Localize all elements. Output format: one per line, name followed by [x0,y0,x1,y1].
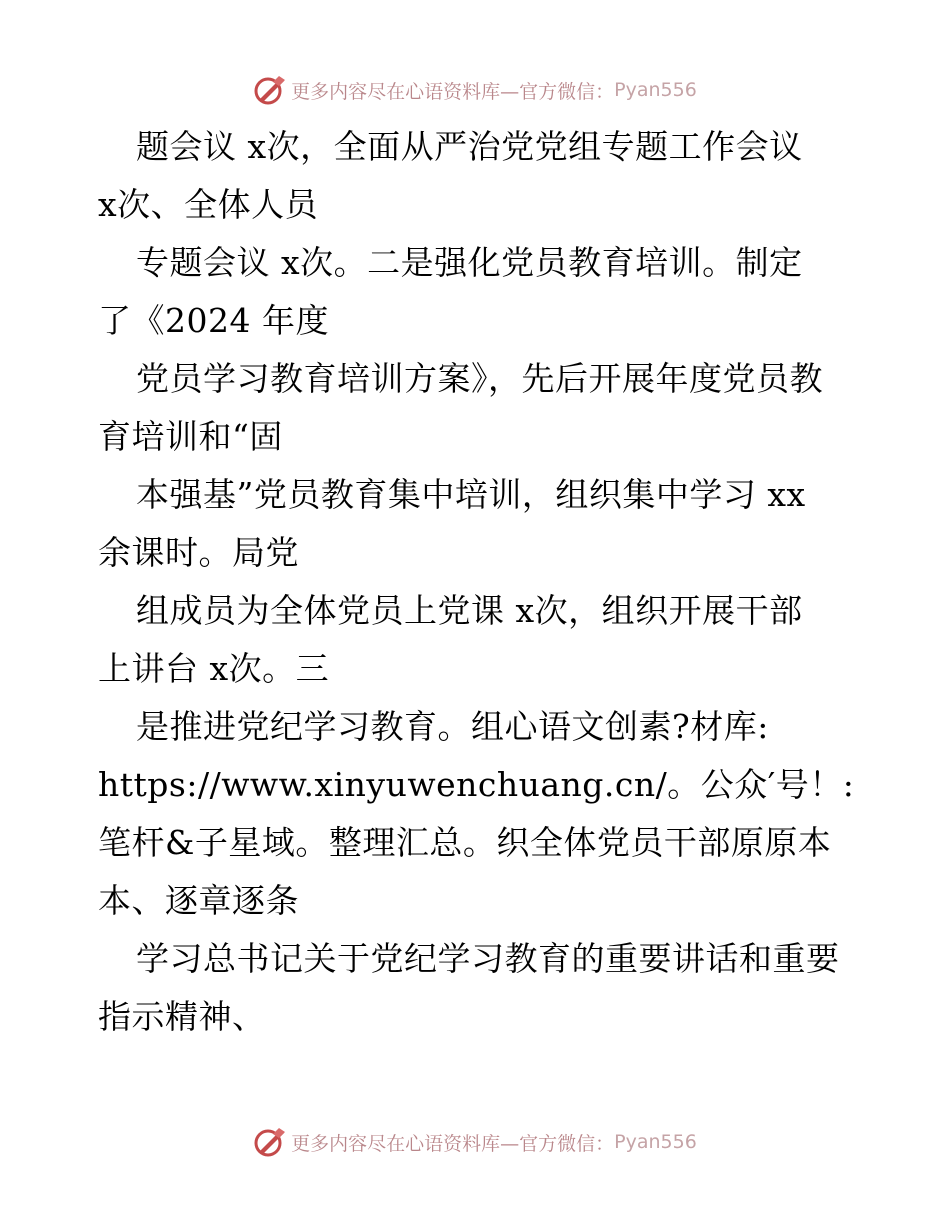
text-line: 党员学习教育培训方案》，先后开展年度党员教 [136,359,823,398]
quill-pen-logo-icon [253,1126,287,1158]
text-line: https://www.xinyuwenchuang.cn/。公众′号！: [98,765,855,804]
text-line: 了《2024 年度 [98,301,329,340]
text-line: x次、全体人员 [98,185,319,224]
watermark-id: Pyan556 [614,1131,697,1153]
document-body [98,118,858,1046]
text-line: 指示精神、 [98,997,266,1036]
text-line: 本强基”党员教育集中培训，组织集中学习 xx [136,475,806,514]
text-line: 专题会议 x次。二是强化党员教育培训。制定 [136,243,803,282]
text-line: 是推进党纪学习教育。组心语文创素?材库: [136,707,769,746]
text-line: 题会议 x次，全面从严治党党组专题工作会议 [136,127,803,166]
text-line: 笔杆&子星域。整理汇总。织全体党员干部原原本 [98,823,832,862]
watermark-id: Pyan556 [614,79,697,101]
text-line: 余课时。局党 [98,533,299,572]
header-watermark [0,74,950,106]
watermark-text: 更多内容尽在心语资料库—官方微信： [291,1132,615,1155]
watermark-text: 更多内容尽在心语资料库—官方微信： [291,80,615,103]
text-line: 学习总书记关于党纪学习教育的重要讲话和重要 [136,939,840,978]
text-line: 上讲台 x次。三 [98,649,330,688]
quill-pen-logo-icon [253,74,287,106]
footer-watermark [0,1126,950,1158]
text-line: 育培训和“固 [98,417,283,456]
text-line: 本、逐章逐条 [98,881,299,920]
text-line: 组成员为全体党员上党课 x次，组织开展干部 [136,591,803,630]
